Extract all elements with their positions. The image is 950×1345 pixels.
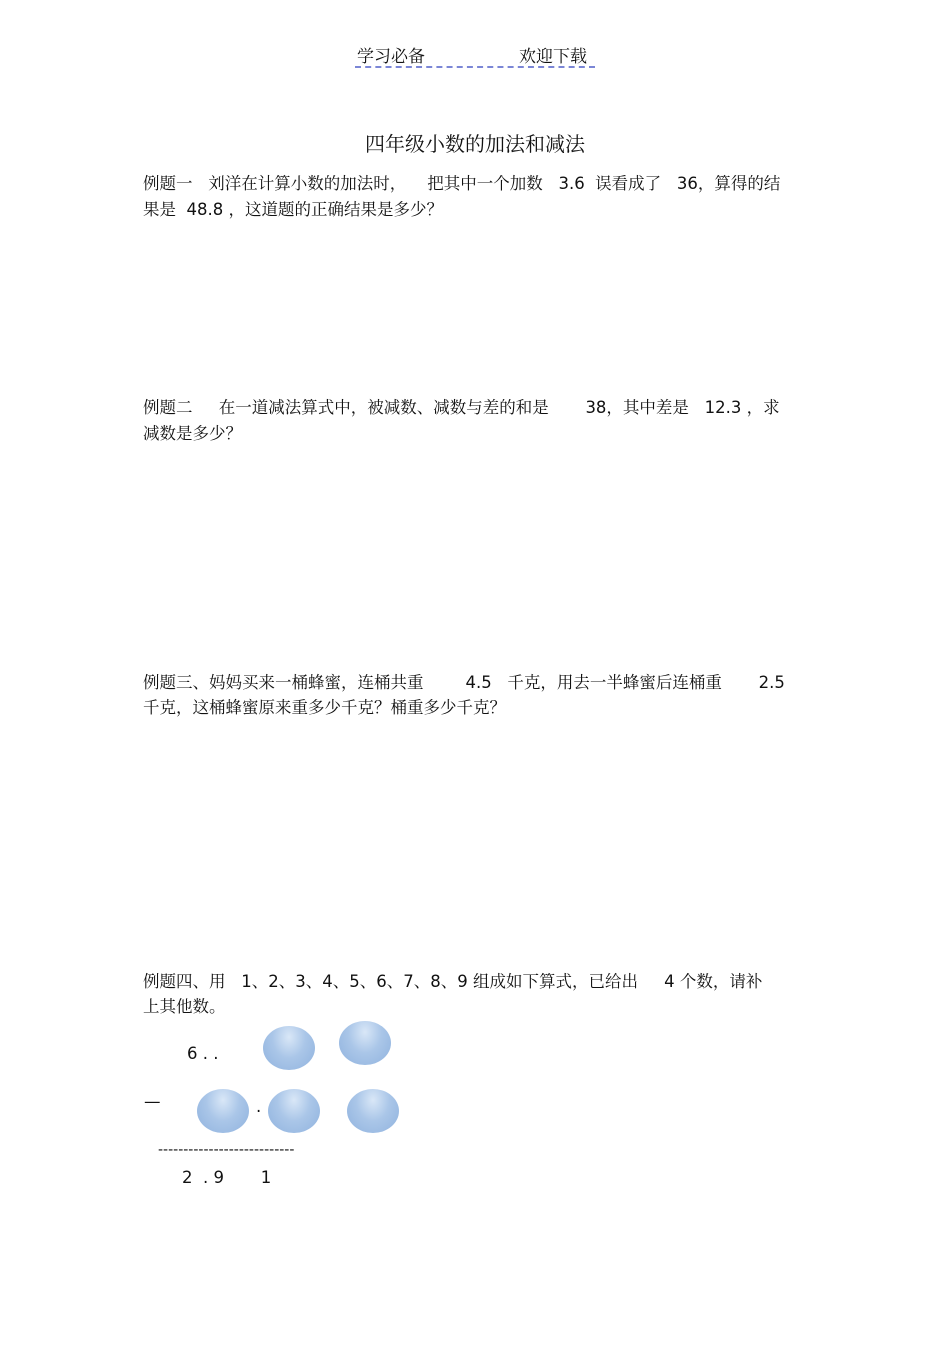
blank-circle-3 bbox=[197, 1089, 249, 1133]
page-title: 四年级小数的加法和减法 bbox=[365, 132, 585, 156]
example-2-line-2: 减数是多少？ bbox=[143, 424, 242, 443]
blank-circle-2 bbox=[339, 1021, 391, 1065]
puzzle-decimal-point: . bbox=[256, 1097, 262, 1116]
example-3-line-1: 例题三、妈妈买来一桶蜂蜜，连桶共重 4.5 千克，用去一半蜂蜜后连桶重 2.5 bbox=[143, 673, 785, 692]
blank-circle-5 bbox=[347, 1089, 399, 1133]
example-4-line-1: 例题四、用 1、2、3、4、5、6、7、8、9 组成如下算式，已给出 4 个数，请补 bbox=[143, 972, 763, 991]
puzzle-separator-line: --------------------------- bbox=[158, 1142, 295, 1158]
puzzle-minus-sign: — bbox=[144, 1092, 161, 1111]
page-header bbox=[355, 40, 595, 68]
blank-circle-1 bbox=[263, 1026, 315, 1070]
blank-circle-4 bbox=[268, 1089, 320, 1133]
header-left-text: 学习必备 bbox=[357, 47, 425, 67]
example-2-line-1: 例题二 在一道减法算式中，被减数、减数与差的和是 38，其中差是 12.3 ，求 bbox=[143, 398, 780, 417]
example-4-line-2: 上其他数。 bbox=[143, 997, 226, 1016]
puzzle-row1-prefix: 6 . . bbox=[187, 1044, 219, 1063]
example-1-line-1: 例题一 刘洋在计算小数的加法时， 把其中一个加数 3.6 误看成了 36，算得的结 bbox=[143, 174, 781, 193]
puzzle-result: 2 . 9 1 bbox=[182, 1168, 272, 1187]
example-1-line-2: 果是 48.8 ，这道题的正确结果是多少？ bbox=[143, 200, 443, 219]
example-3-line-2: 千克，这桶蜂蜜原来重多少千克？桶重多少千克？ bbox=[143, 698, 506, 717]
header-right-text: 欢迎下载 bbox=[519, 47, 587, 67]
